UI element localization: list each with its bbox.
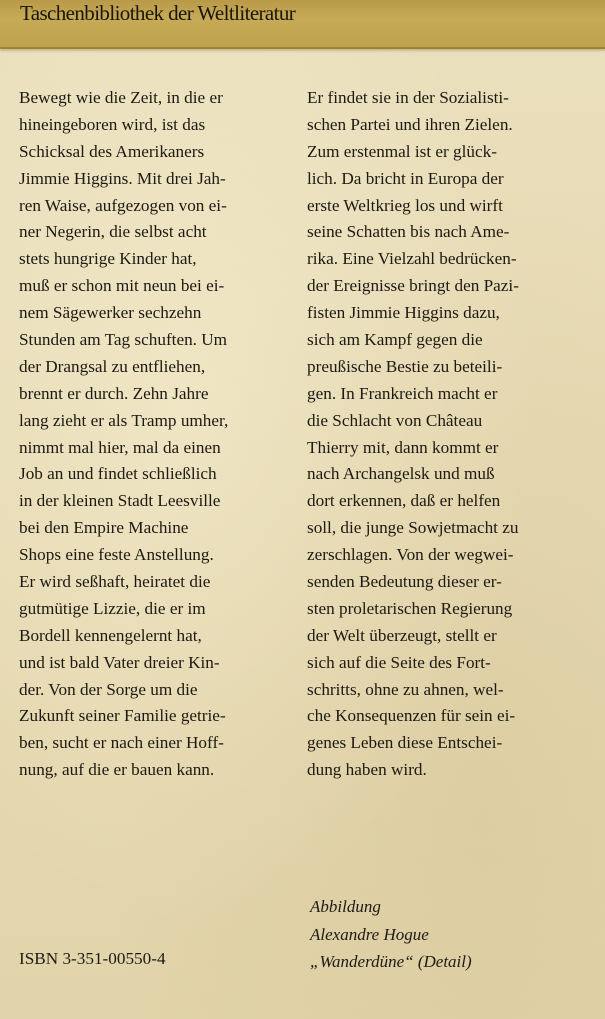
text-line: seine Schatten bis nach Ame- [307,222,510,242]
text-line: Er wird seßhaft, heiratet die [19,572,211,592]
text-line: bei den Empire Machine [19,518,189,538]
text-line: Job an und findet schließlich [19,464,217,484]
text-line: Bordell kennengelernt hat, [19,625,202,645]
text-line: fisten Jimmie Higgins dazu, [307,303,500,323]
text-line: dort erkennen, daß er helfen [307,491,501,511]
credit-artist: Alexandre Hogue [310,924,429,944]
text-line: soll, die junge Sowjetmacht zu [307,518,519,538]
isbn-number: ISBN 3-351-00550-4 [19,949,166,968]
text-line: schen Partei und ihren Zielen. [307,114,513,134]
text-line: ren Waise, aufgezogen von ei- [19,195,227,215]
text-line: schritts, ohne zu ahnen, wel- [307,679,504,699]
text-line: sich am Kampf gegen die [307,330,483,350]
text-line: lich. Da bricht in Europa der [307,168,504,188]
text-line: brennt er durch. Zehn Jahre [19,383,209,403]
text-line: Schicksal des Amerikaners [19,141,205,161]
header-band [0,0,605,49]
text-line: gen. In Frankreich macht er [307,383,498,403]
credit-label: Abbildung [310,897,381,916]
text-line: stets hungrige Kinder hat, [19,249,197,269]
illustration-credit [310,893,472,976]
text-line: nem Sägewerker sechzehn [19,303,202,323]
text-line: Bewegt wie die Zeit, in die er [19,88,223,107]
text-line: Stunden am Tag schuften. Um [19,330,228,350]
text-line: der Ereignisse bringt den Pazi- [307,276,519,296]
blurb-left-column [19,85,299,784]
text-line: der Drangsal zu entfliehen, [19,356,206,376]
text-line: ner Negerin, die selbst acht [19,222,207,242]
text-line: dung haben wird. [307,760,427,780]
series-title: Taschenbibliothek der Weltliteratur [20,1,296,25]
text-line: der Welt überzeugt, stellt er [307,625,497,645]
text-line: Shops eine feste Anstellung. [19,545,214,565]
text-line: der. Von der Sorge um die [19,679,198,699]
text-line: in der kleinen Stadt Leesville [19,491,221,511]
text-line: nach Archangelsk und muß [307,464,495,484]
text-line: und ist bald Vater dreier Kin- [19,652,220,672]
text-line: che Konsequenzen für sein ei- [307,706,516,726]
credit-work: „Wanderdüne“ (Detail) [310,952,472,971]
text-line: nung, auf die er bauen kann. [19,760,215,780]
text-line: senden Bedeutung dieser er- [307,572,502,592]
text-line: die Schlacht von Château [307,410,483,430]
text-line: nimmt mal hier, mal da einen [19,437,221,457]
text-line: hineingeboren wird, ist das [19,114,206,134]
text-line: Thierry mit, dann kommt er [307,437,499,457]
text-line: erste Weltkrieg los und wirft [307,195,503,215]
text-line: rika. Eine Vielzahl bedrücken- [307,249,517,269]
text-line: ben, sucht er nach einer Hoff- [19,733,224,753]
text-line: sich auf die Seite des Fort- [307,652,491,672]
text-line: Er findet sie in der Sozialisti- [307,88,509,107]
text-line: muß er schon mit neun bei ei- [19,276,225,296]
text-line: lang zieht er als Tramp umher, [19,410,229,430]
text-line: gutmütige Lizzie, die er im [19,598,206,618]
text-line: preußische Bestie zu beteili- [307,356,503,376]
text-line: Zum erstenmal ist er glück- [307,141,497,161]
blurb-right-column [307,85,597,784]
text-line: sten proletarischen Regierung [307,598,513,618]
text-line: Zukunft seiner Familie getrie- [19,706,226,726]
text-line: zerschlagen. Von der wegwei- [307,545,514,565]
text-line: Jimmie Higgins. Mit drei Jah- [19,168,226,188]
text-line: genes Leben diese Entschei- [307,733,503,753]
